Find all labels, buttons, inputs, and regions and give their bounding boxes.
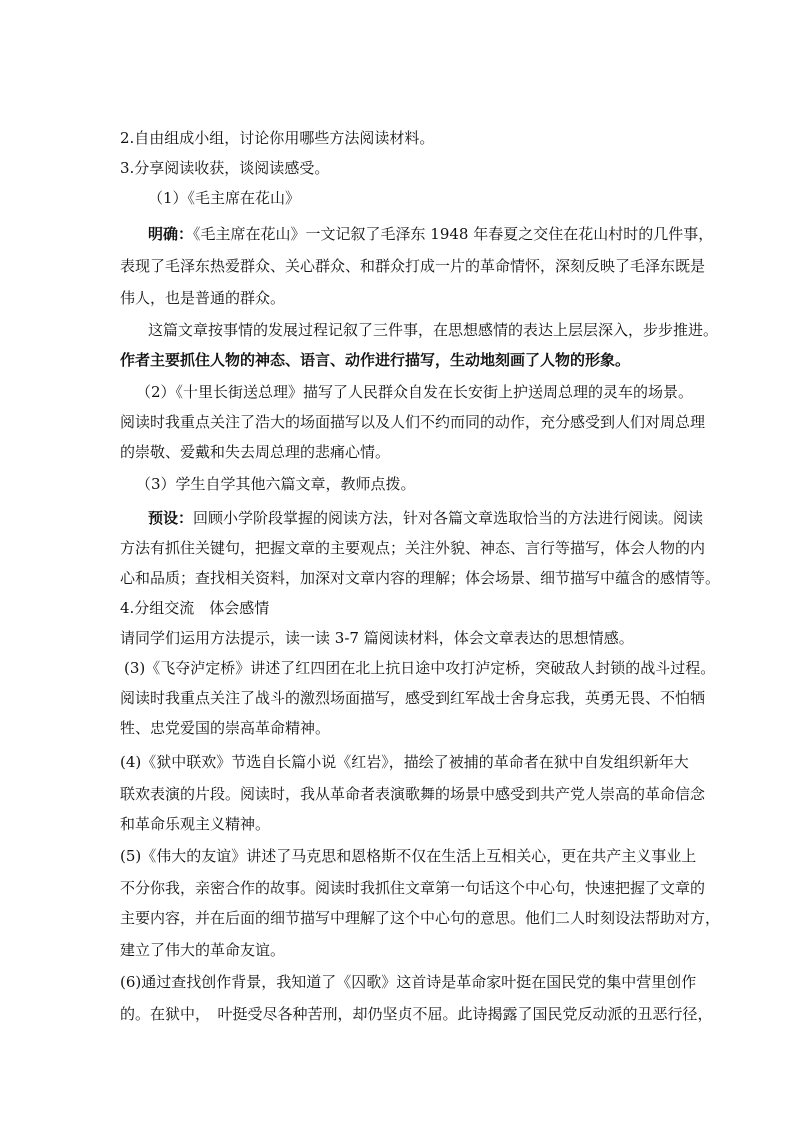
- paragraph-line: 心和品质；查找相关资料，加深对文章内容的理解；体会场景、细节描写中蕴含的感情等。: [120, 569, 721, 587]
- paragraph-line: (6)通过查找创作背景，我知道了《囚歌》这首诗是革命家叶挺在国民党的集中营里创作: [120, 973, 697, 991]
- subitem-2-line: （2）《十里长街送总理》描写了人民群众自发在长安街上护送周总理的灵车的场景。: [136, 383, 694, 401]
- bold-summary-line: 作者主要抓住人物的神态、语言、动作进行描写，生动地刻画了人物的形象。: [120, 351, 631, 369]
- clarify-label: 明确：: [148, 225, 194, 243]
- paragraph-line: 牲、忠党爱国的崇高革命精神。: [120, 719, 331, 737]
- paragraph-line: (3)《飞夺泸定桥》讲述了红四团在北上抗日途中攻打泸定桥，突破敌人封锁的战斗过程。: [124, 659, 716, 677]
- subitem-1-title: （1）《毛主席在花山》: [148, 189, 301, 207]
- item-4-line: 4.分组交流 体会感情: [120, 599, 270, 617]
- item-3-line: 3.分享阅读收获，谈阅读感受。: [120, 159, 330, 177]
- subitem-3-line: （3）学生自学其他六篇文章，教师点拨。: [136, 475, 416, 493]
- paragraph-line: 主要内容，并在后面的细节描写中理解了这个中心句的意思。他们二人时刻设法帮助对方，: [120, 909, 721, 927]
- clarify-paragraph-line: [148, 224, 713, 244]
- paragraph-line: 表现了毛泽东热爱群众、关心群众、和群众打成一片的革命情怀，深刻反映了毛泽东既是: [120, 257, 706, 275]
- preset-paragraph-line: [148, 508, 703, 528]
- paragraph-line: 不分你我，亲密合作的故事。阅读时我抓住文章第一句话这个中心句，快速把握了文章的: [120, 879, 706, 897]
- paragraph-line: 的崇敬、爱戴和失去周总理的悲痛心情。: [120, 443, 391, 461]
- paragraph-line: (5)《伟大的友谊》讲述了马克思和恩格斯不仅在生活上互相关心，更在共产主义事业上: [120, 847, 697, 865]
- paragraph-line: 伟人，也是普通的群众。: [120, 289, 286, 307]
- paragraph-line: 建立了伟大的革命友谊。: [120, 941, 286, 959]
- paragraph-line: 的。在狱中， 叶挺受尽各种苦刑，却仍坚贞不屈。此诗揭露了国民党反动派的丑恶行径，: [120, 1005, 713, 1023]
- paragraph-line: (4)《狱中联欢》节选自长篇小说《红岩》，描绘了被捕的革命者在狱中自发组织新年大: [120, 753, 689, 771]
- paragraph-line: 和革命乐观主义精神。: [120, 815, 271, 833]
- paragraph-line: 联欢表演的片段。阅读时，我从革命者表演歌舞的场景中感受到共产党人崇高的革命信念: [120, 785, 706, 803]
- preset-label: 预设：: [148, 509, 194, 527]
- paragraph-line: 阅读时我重点关注了战斗的激烈场面描写，感受到红军战士舍身忘我，英勇无畏、不怕牺: [120, 689, 706, 707]
- paragraph-line: 方法有抓住关键句，把握文章的主要观点；关注外貌、神态、言行等描写，体会人物的内: [120, 539, 706, 557]
- item-2-line: 2.自由组成小组，讨论你用哪些方法阅读材料。: [120, 129, 435, 147]
- preset-text: 回顾小学阶段掌握的阅读方法，针对各篇文章选取恰当的方法进行阅读。阅读: [193, 509, 704, 527]
- clarify-text: 《毛主席在花山》一文记叙了毛泽东 1948 年春夏之交住在花山村时的几件事，: [193, 225, 714, 243]
- paragraph-line: 阅读时我重点关注了浩大的场面描写以及人们不约而同的动作，充分感受到人们对周总理: [120, 413, 706, 431]
- instruction-line: 请同学们运用方法提示，读一读 3-7 篇阅读材料，体会文章表达的思想情感。: [120, 629, 634, 647]
- paragraph-line: 这篇文章按事情的发展过程记叙了三件事，在思想感情的表达上层层深入，步步推进。: [148, 321, 719, 339]
